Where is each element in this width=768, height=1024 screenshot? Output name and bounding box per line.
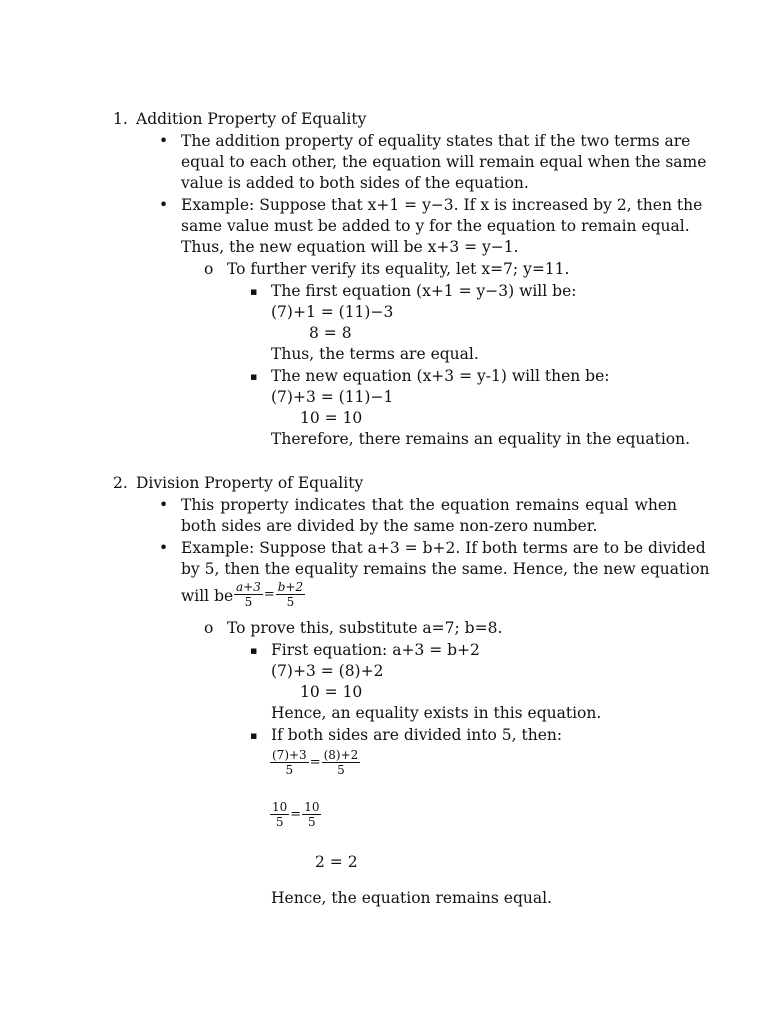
bullet-marker: • [159, 132, 169, 150]
fraction-denominator: 5 [285, 763, 294, 777]
sub-point: To prove this, substitute a=7; b=8. [227, 619, 503, 637]
equation-line: 10 = 10 [300, 409, 363, 427]
fraction-denominator: 5 [275, 815, 284, 829]
bullet-marker: • [159, 196, 169, 214]
list-item-text: Therefore, there remains an equality in the equation. [271, 430, 691, 448]
equation-line: (7)+3 = (11)−1 [271, 388, 394, 406]
list-item-text: Hence, an equality exists in this equation. [271, 704, 602, 722]
fraction-denominator: 5 [286, 595, 295, 609]
fraction [276, 580, 305, 609]
square-marker: ▪ [250, 285, 258, 298]
fraction-numerator: a+3 [236, 580, 261, 594]
fraction-numerator: 10 [304, 800, 320, 814]
fraction [270, 800, 289, 829]
fraction-numerator: (8)+2 [323, 748, 359, 762]
section-2-heading: Division Property of Equality [136, 474, 364, 492]
fraction [270, 748, 309, 777]
equals-sign: = [290, 806, 302, 822]
paragraph-line: same value must be added to y for the equation to remain equal. [181, 217, 690, 235]
square-marker: ▪ [250, 729, 258, 742]
fraction [234, 580, 263, 609]
fraction-denominator: 5 [244, 595, 253, 609]
paragraph-line: equal to each other, the equation will remain equal when the same [181, 153, 707, 171]
conclusion-text: Hence, the equation remains equal. [271, 889, 552, 907]
paragraph-line: by 5, then the equality remains the same. Hence, the new equation [181, 560, 710, 578]
fraction-numerator: b+2 [277, 580, 304, 594]
section-1-number: 1. [113, 110, 128, 128]
equals-sign: = [263, 586, 275, 602]
paragraph-line: Example: Suppose that a+3 = b+2. If both terms are to be divided [181, 539, 706, 557]
equation-line: 8 = 8 [309, 324, 352, 342]
list-item-text: Thus, the terms are equal. [271, 345, 479, 363]
square-marker: ▪ [250, 644, 258, 657]
result-equation: 2 = 2 [315, 853, 358, 871]
fraction-equation [270, 748, 360, 777]
circle-marker: o [204, 260, 214, 278]
section-2-number: 2. [113, 474, 128, 492]
paragraph-line: will be [181, 587, 234, 605]
paragraph-line: This property indicates that the equation remains equal when [181, 496, 677, 514]
equation-line: 10 = 10 [300, 683, 363, 701]
bullet-marker: • [159, 496, 169, 514]
paragraph-line: both sides are divided by the same non-zero number. [181, 517, 598, 535]
fraction-numerator: 10 [272, 800, 288, 814]
list-item: First equation: a+3 = b+2 [271, 641, 480, 659]
equation-line: (7)+1 = (11)−3 [271, 303, 394, 321]
fraction-denominator: 5 [308, 815, 316, 829]
paragraph-line: Example: Suppose that x+1 = y−3. If x is increased by 2, then the [181, 196, 703, 214]
equation-line: (7)+3 = (8)+2 [271, 662, 384, 680]
equals-sign: = [309, 754, 321, 770]
list-item: The first equation (x+1 = y−3) will be: [271, 282, 577, 300]
sub-point: To further verify its equality, let x=7; y=11. [227, 260, 570, 278]
paragraph-line: The addition property of equality states that if the two terms are [181, 132, 691, 150]
paragraph-line: value is added to both sides of the equation. [181, 174, 529, 192]
list-item: If both sides are divided into 5, then: [271, 726, 563, 744]
section-1-heading: Addition Property of Equality [136, 110, 367, 128]
fraction-numerator: (7)+3 [272, 748, 307, 762]
circle-marker: o [204, 619, 214, 637]
bullet-marker: • [159, 539, 169, 557]
fraction-equation [270, 800, 321, 829]
list-item: The new equation (x+3 = y-1) will then be: [271, 367, 610, 385]
fraction [302, 800, 321, 829]
square-marker: ▪ [250, 370, 258, 383]
fraction [322, 748, 361, 777]
fraction-denominator: 5 [337, 763, 345, 777]
fraction-equation [234, 580, 305, 609]
paragraph-line: Thus, the new equation will be x+3 = y−1. [181, 238, 519, 256]
